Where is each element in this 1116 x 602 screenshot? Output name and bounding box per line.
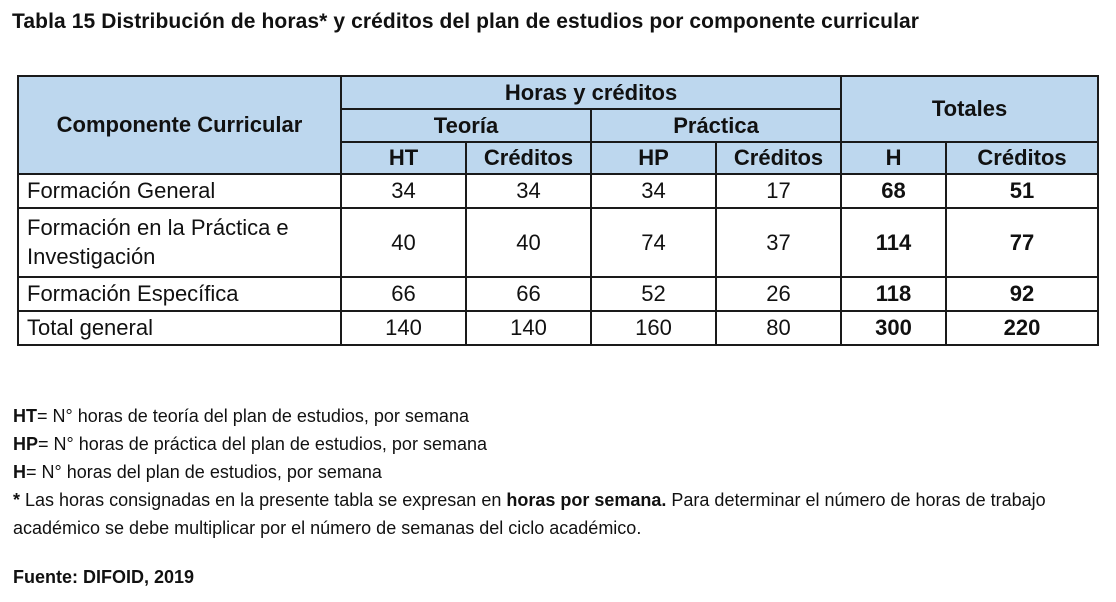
cell-h: 114 (841, 208, 946, 277)
curriculum-hours-table (17, 75, 1099, 346)
row-component: Formación en la Práctica e Investigación (18, 208, 341, 277)
cell-practice-credits: 26 (716, 277, 841, 311)
note-asterisk-mark: * (13, 490, 21, 510)
header-total-credits: Créditos (946, 142, 1098, 174)
header-ht: HT (341, 142, 466, 174)
header-hours-credits: Horas y créditos (341, 76, 841, 109)
note-asterisk-bold: horas por semana. (506, 490, 667, 510)
cell-h: 300 (841, 311, 946, 345)
cell-hp: 160 (591, 311, 716, 345)
row-component: Formación Específica (18, 277, 341, 311)
table-notes (13, 402, 1103, 542)
row-component: Total general (18, 311, 341, 345)
cell-theory-credits: 34 (466, 174, 591, 208)
table-row (18, 208, 1098, 277)
table-title: Tabla 15 Distribución de horas* y créditos del plan de estudios por componente curricular (12, 10, 920, 33)
cell-theory-credits: 66 (466, 277, 591, 311)
cell-total-credits: 92 (946, 277, 1098, 311)
cell-h: 68 (841, 174, 946, 208)
cell-ht: 34 (341, 174, 466, 208)
note-asterisk (13, 486, 1103, 542)
table-row (18, 277, 1098, 311)
cell-ht: 140 (341, 311, 466, 345)
note-ht (13, 402, 1103, 430)
note-ht-text: = N° horas de teoría del plan de estudios, por semana (37, 406, 469, 426)
note-hp-abbr: HP (13, 434, 39, 454)
cell-practice-credits: 37 (716, 208, 841, 277)
cell-ht: 66 (341, 277, 466, 311)
cell-theory-credits: 40 (466, 208, 591, 277)
cell-theory-credits: 140 (466, 311, 591, 345)
note-ht-abbr: HT (13, 406, 37, 426)
header-theory: Teoría (341, 109, 591, 142)
note-asterisk-text-2: Para determinar el número de horas de trabajo académico se debe multiplicar por el número de semanas del ciclo académico. (13, 490, 1046, 538)
header-totals: Totales (841, 76, 1098, 142)
cell-hp: 52 (591, 277, 716, 311)
cell-h: 118 (841, 277, 946, 311)
note-h (13, 458, 1103, 486)
cell-ht: 40 (341, 208, 466, 277)
header-theory-credits: Créditos (466, 142, 591, 174)
note-hp (13, 430, 1103, 458)
cell-total-credits: 77 (946, 208, 1098, 277)
header-hp: HP (591, 142, 716, 174)
note-h-text: = N° horas del plan de estudios, por semana (26, 462, 382, 482)
header-practice-credits: Créditos (716, 142, 841, 174)
note-h-abbr: H (13, 462, 26, 482)
cell-total-credits: 51 (946, 174, 1098, 208)
table-row-total (18, 311, 1098, 345)
cell-hp: 34 (591, 174, 716, 208)
table-row (18, 174, 1098, 208)
note-hp-text: = N° horas de práctica del plan de estudios, por semana (38, 434, 487, 454)
cell-practice-credits: 80 (716, 311, 841, 345)
row-component: Formación General (18, 174, 341, 208)
header-component: Componente Curricular (18, 76, 341, 174)
note-asterisk-text-1: Las horas consignadas en la presente tabla se expresan en (20, 490, 507, 510)
header-h: H (841, 142, 946, 174)
cell-hp: 74 (591, 208, 716, 277)
cell-practice-credits: 17 (716, 174, 841, 208)
cell-total-credits: 220 (946, 311, 1098, 345)
header-practice: Práctica (591, 109, 841, 142)
source-line: Fuente: DIFOID, 2019 (13, 567, 195, 587)
